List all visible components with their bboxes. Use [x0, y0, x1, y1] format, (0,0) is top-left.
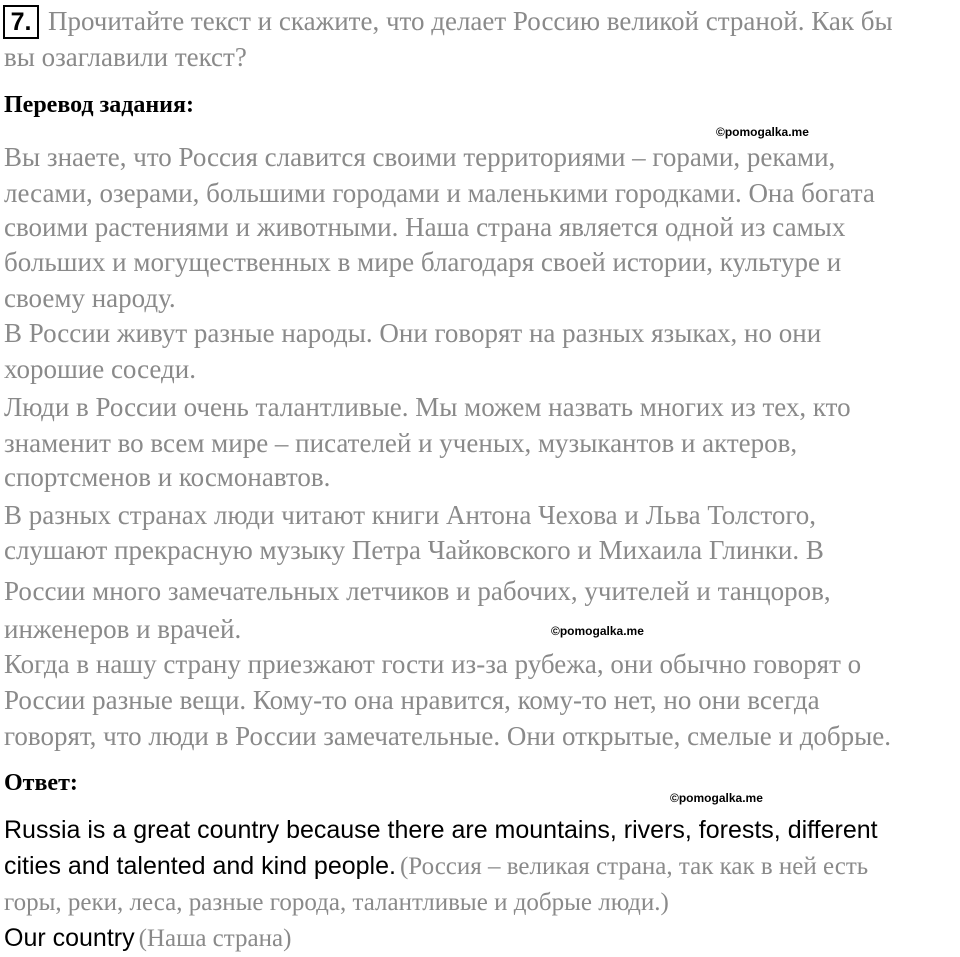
translation-line: России разные вещи. Кому-то она нравится, кому-то нет, но они всегда: [4, 685, 820, 715]
answer-line-4-russian: (Наша страна): [138, 925, 292, 952]
translation-line: России много замечательных летчиков и рабочих, учителей и танцоров,: [4, 576, 831, 606]
translation-line: своими растениями и животными. Наша страна является одной из самых: [4, 212, 846, 242]
translation-line: говорят, что люди в России замечательные. Они открытые, смелые и добрые.: [4, 721, 892, 751]
answer-line-4: [4, 924, 291, 953]
translation-line: спортсменов и космонавтов.: [4, 462, 331, 492]
answer-line-4-english: Our country: [4, 924, 135, 952]
task-question-line-1: Прочитайте текст и скажите, что делает Россию великой страной. Как бы: [48, 6, 893, 36]
answer-heading: Ответ:: [4, 770, 78, 796]
task-question-line-2: вы озаглавили текст?: [4, 42, 247, 72]
translation-line: инженеров и врачей.: [4, 614, 242, 644]
translation-line: лесами, озерами, большими городами и маленькими городками. Она богата: [4, 178, 875, 208]
translation-line: хорошие соседи.: [4, 354, 196, 384]
translation-line: В России живут разные народы. Они говорят на разных языках, но они: [4, 318, 822, 348]
task-number-box: 7.: [3, 5, 39, 39]
translation-line: своему народу.: [4, 283, 176, 313]
answer-line-3: горы, реки, леса, разные города, талантливые и добрые люди.): [4, 889, 669, 916]
translation-line: Когда в нашу страну приезжают гости из-за рубежа, они обычно говорят о: [4, 649, 862, 679]
answer-line-1: Russia is a great country because there are mountains, rivers, forests, different: [4, 816, 878, 844]
watermark: ©pomogalka.me: [716, 125, 809, 139]
answer-line-2: [4, 852, 868, 881]
translation-line: В разных странах люди читают книги Антона Чехова и Льва Толстого,: [4, 500, 816, 530]
translation-line: больших и могущественных в мире благодаря своей истории, культуре и: [4, 247, 842, 277]
translation-line: Люди в России очень талантливые. Мы можем назвать многих из тех, кто: [4, 392, 851, 422]
answer-line-2-english: cities and talented and kind people.: [4, 852, 396, 880]
answer-line-2-russian: (Россия – великая страна, так как в ней есть: [399, 853, 869, 880]
translation-line: Вы знаете, что Россия славится своими территориями – горами, реками,: [4, 142, 836, 172]
watermark: ©pomogalka.me: [551, 624, 644, 638]
translation-heading: Перевод задания:: [4, 92, 194, 118]
watermark: ©pomogalka.me: [670, 791, 763, 805]
translation-line: знаменит во всем мире – писателей и ученых, музыкантов и актеров,: [4, 428, 798, 458]
translation-line: слушают прекрасную музыку Петра Чайковского и Михаила Глинки. В: [4, 535, 824, 565]
